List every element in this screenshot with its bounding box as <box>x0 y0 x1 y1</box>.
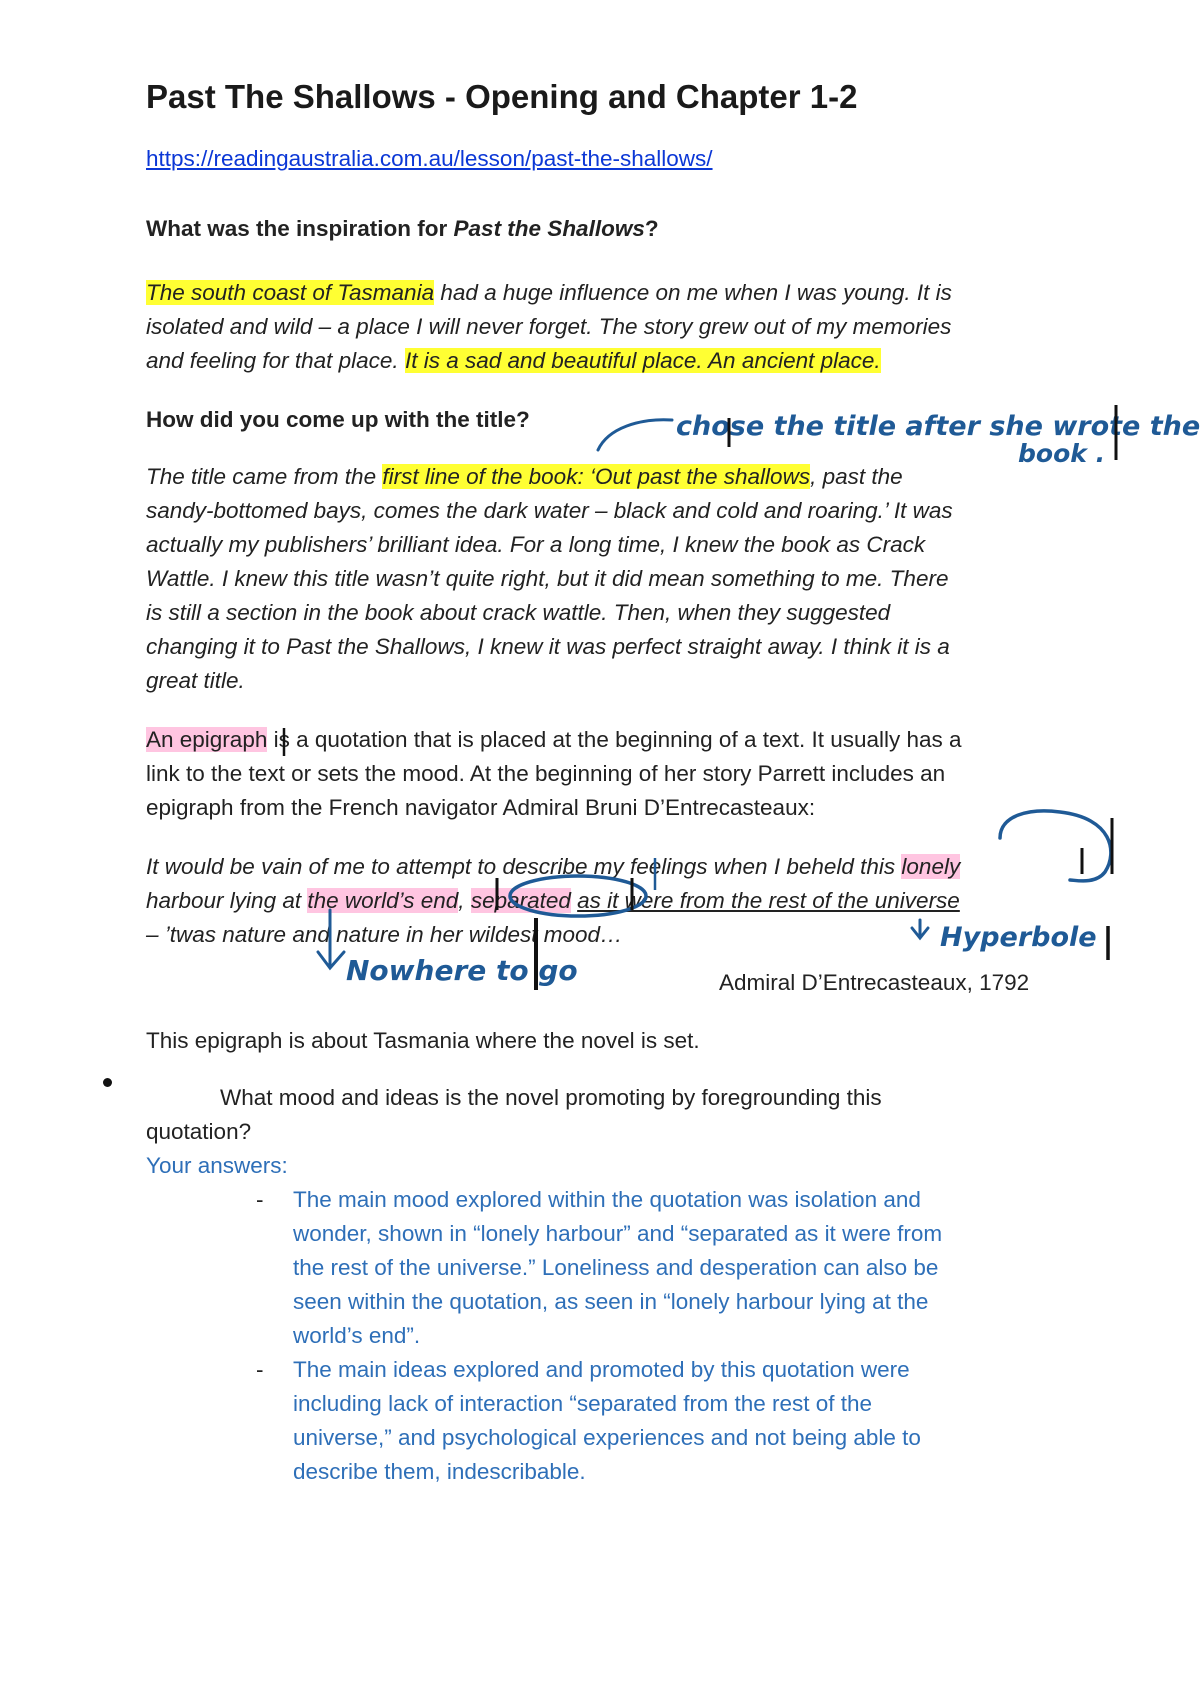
page-title: Past The Shallows - Opening and Chapter 1-2 <box>146 78 858 115</box>
question-mood-line-2: quotation? <box>146 1119 252 1144</box>
answer-inspiration-line-2: isolated and wild – a place I will never forget. The story grew out of my memories <box>146 314 952 339</box>
answer-title-line-3: actually my publishers’ brilliant idea. For a long time, I knew the book as Crack <box>146 532 926 557</box>
answer-title-line-7: great title. <box>146 668 245 693</box>
epigraph-definition-line-3: epigraph from the French navigator Admiral Bruni D’Entrecasteaux: <box>146 795 816 820</box>
answer-2-line-3: universe,” and psychological experiences and not being able to <box>293 1425 921 1450</box>
answer-title-line-4: Wattle. I knew this title wasn’t quite right, but it did mean something to me. There <box>146 566 949 591</box>
highlight-separated: separated <box>470 888 571 913</box>
answer-title-text-b: , past the <box>810 464 903 489</box>
question-title: How did you come up with the title? <box>146 407 530 432</box>
question-inspiration-prefix: What was the inspiration for <box>146 216 454 241</box>
highlight-lonely: lonely <box>901 854 961 879</box>
question-inspiration-book: Past the Shallows <box>453 216 645 241</box>
epigraph-definition-line-2: link to the text or sets the mood. At the beginning of her story Parrett includes an <box>146 761 946 786</box>
answer-2-line-1: The main ideas explored and promoted by this quotation were <box>293 1357 910 1382</box>
epigraph-definition-text: is a quotation that is placed at the beginning of a text. It usually has a <box>267 727 962 752</box>
answer-inspiration-text-3: and feeling for that place. <box>146 348 405 373</box>
answer-1-line-3: the rest of the universe.” Loneliness and desperation can also be <box>293 1255 939 1280</box>
bullet-icon <box>103 1078 112 1087</box>
answer-1-line-1: The main mood explored within the quotation was isolation and <box>293 1187 921 1212</box>
epigraph-definition-line-1 <box>146 723 962 757</box>
answer-title-line-1 <box>146 460 903 494</box>
answer-1-line-4: seen within the quotation, as seen in “lonely harbour lying at the <box>293 1289 929 1314</box>
answer-title-line-6: changing it to Past the Shallows, I knew it was perfect straight away. I think it is a <box>146 634 950 659</box>
answers-label: Your answers: <box>146 1153 288 1178</box>
answer-title-line-5: is still a section in the book about crack wattle. Then, when they suggested <box>146 600 891 625</box>
highlight-sad-beautiful: It is a sad and beautiful place. An ancient place. <box>404 348 881 373</box>
note-nowhere-to-go: Nowhere to go <box>346 954 578 987</box>
highlight-south-coast: The south coast of Tasmania <box>146 280 435 305</box>
note-hyperbole: Hyperbole <box>940 922 1097 953</box>
quote-text-2b: , <box>458 888 471 913</box>
answer-dash-2: - <box>256 1357 264 1382</box>
answer-inspiration-line-3 <box>146 344 881 378</box>
answer-1-line-2: wonder, shown in “lonely harbour” and “separated as it were from <box>293 1221 943 1246</box>
question-mood-line-1: What mood and ideas is the novel promoting by foregrounding this <box>220 1085 882 1110</box>
answer-title-line-2: sandy-bottomed bays, comes the dark water – black and cold and roaring.’ It was <box>146 498 953 523</box>
lesson-link[interactable]: https://readingaustralia.com.au/lesson/past-the-shallows/ <box>146 146 713 171</box>
answer-1-line-5: world’s end”. <box>293 1323 421 1348</box>
answer-inspiration-line-1 <box>146 276 952 310</box>
highlight-worlds-end: the world’s end <box>307 888 459 913</box>
quote-line-3: – ’twas nature and nature in her wildest mood… <box>146 922 623 947</box>
question-inspiration <box>146 212 659 246</box>
answer-2-line-4: describe them, indescribable. <box>293 1459 586 1484</box>
answer-inspiration-text: had a huge influence on me when I was young. It is <box>434 280 952 305</box>
underline-rest-of-universe: as it were from the rest of the universe <box>577 888 960 913</box>
quote-text-1: It would be vain of me to attempt to describe my feelings when I beheld this <box>146 854 902 879</box>
quote-text-2a: harbour lying at <box>146 888 308 913</box>
question-inspiration-suffix: ? <box>644 216 659 241</box>
highlight-first-line: first line of the book: ‘Out past the shallows <box>382 464 811 489</box>
highlight-epigraph: An epigraph <box>146 727 268 752</box>
answer-2-line-2: including lack of interaction “separated from the rest of the <box>293 1391 873 1416</box>
note-book: book . <box>1018 439 1106 468</box>
answer-title-text-a: The title came from the <box>146 464 383 489</box>
quote-attribution: Admiral D’Entrecasteaux, 1792 <box>719 970 1030 995</box>
epigraph-statement: This epigraph is about Tasmania where the novel is set. <box>146 1028 700 1053</box>
note-chose-title: chose the title after she wrote the <box>676 411 1200 442</box>
answer-dash-1: - <box>256 1187 264 1212</box>
quote-line-1 <box>146 850 960 884</box>
quote-line-2 <box>146 884 960 918</box>
